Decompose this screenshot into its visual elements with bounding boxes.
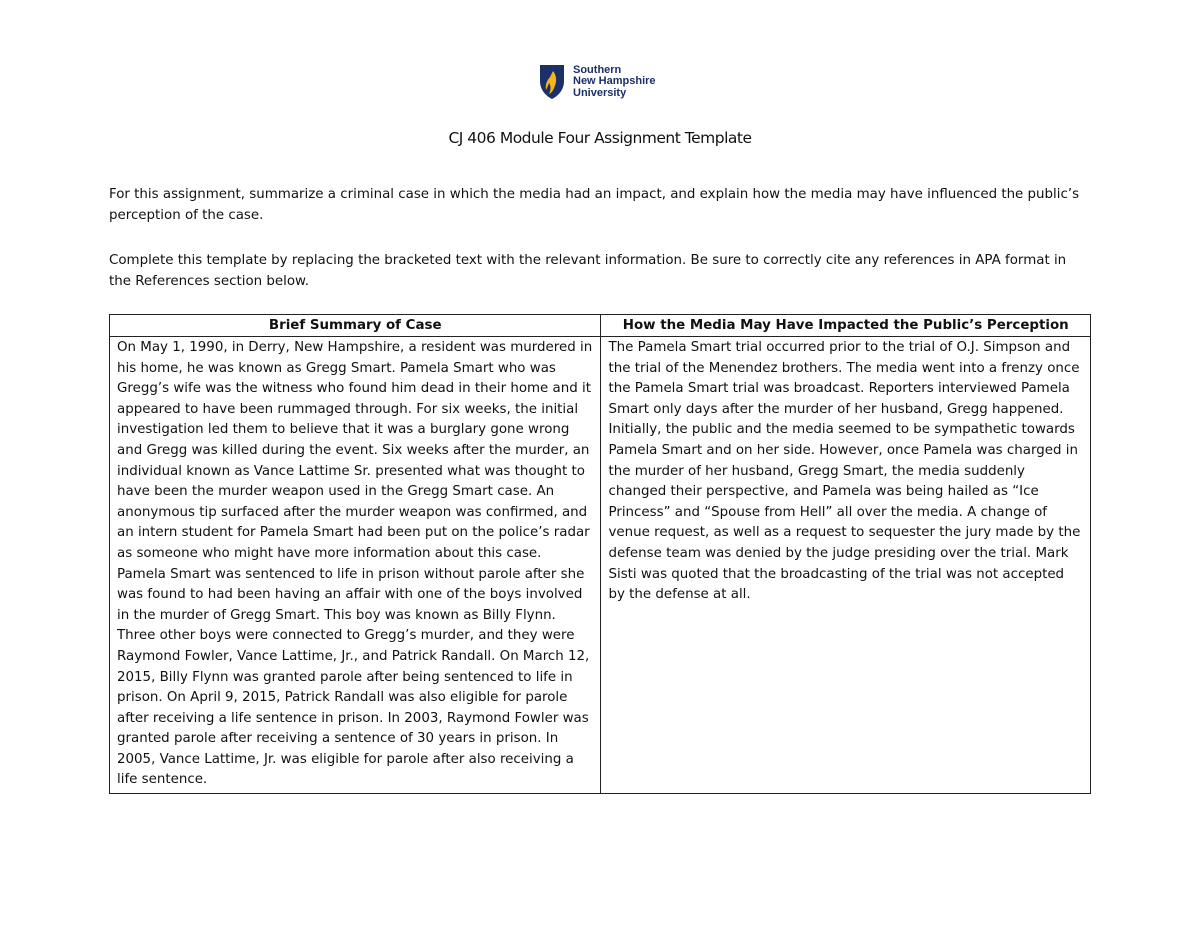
case-summary-table (109, 314, 1091, 794)
logo-line-2: New Hampshire (573, 75, 656, 88)
shield-icon (539, 64, 565, 100)
logo-line-3: University (573, 86, 627, 99)
table-row (110, 337, 1091, 794)
media-impact-cell[interactable]: The Pamela Smart trial occurred prior to the trial of O.J. Simpson and the trial of the Menendez brothers. The media went into a frenzy once the Pamela Smart trial was broadcast. Reporters interviewed Pamela Smart only days after the murder of her husband, Gregg happened. Initially, the public and the media seemed to be sympathetic towards Pamela Smart and on her side. However, once Pamela was charged in the murder of her husband, Gregg Smart, the media suddenly changed their perspective, and Pamela was being hailed as “Ice Princess” and “Spouse from Hell” all over the media. A change of venue request, as well as a request to sequester the jury made by the defense team was denied by the judge presiding over the trial. Mark Sisti was quoted that the broadcasting of the trial was not accepted by the defense at all. (601, 337, 1091, 794)
column-header-summary: Brief Summary of Case (110, 315, 601, 337)
case-summary-cell[interactable]: On May 1, 1990, in Derry, New Hampshire, a resident was murdered in his home, he was known as Gregg Smart. Pamela Smart who was Gregg’s wife was the witness who found him dead in their home and it appeared to have been rummaged through. For six weeks, the initial investigation led them to believe that it was a burglary gone wrong and Gregg was killed during the event. Six weeks after the murder, an individual known as Vance Lattime Sr. presented what was thought to have been the murder weapon used in the Gregg Smart case. An anonymous tip surfaced after the murder weapon was confirmed, and an intern student for Pamela Smart had been put on the police’s radar as someone who might have more information about this case. Pamela Smart was sentenced to life in prison without parole after she was found to had been having an affair with one of the boys involved in the murder of Gregg Smart. This boy was known as Billy Flynn. Three other boys were connected to Gregg’s murder, and they were Raymond Fowler, Vance Lattime, Jr., and Patrick Randall. On March 12, 2015, Billy Flynn was granted parole after being sentenced to life in prison. On April 9, 2015, Patrick Randall was also eligible for parole after receiving a life sentence in prison. In 2003, Raymond Fowler was granted parole after receiving a sentence of 30 years in prison. In 2005, Vance Lattime, Jr. was eligible for parole after also receiving a life sentence. (110, 337, 601, 794)
table-header-row (110, 315, 1091, 337)
document-title: CJ 406 Module Four Assignment Template (448, 129, 752, 147)
logo-line-1: Southern (573, 63, 622, 76)
column-header-media-impact: How the Media May Have Impacted the Public’s Perception (601, 315, 1091, 337)
instructions-paragraph: For this assignment, summarize a criminal case in which the media had an impact, and explain how the media may have influenced the public’s perception of the case. (109, 187, 1080, 224)
university-logo (539, 64, 656, 100)
logo-wordmark (573, 65, 656, 100)
template-instructions-paragraph: Complete this template by replacing the bracketed text with the relevant information. Be sure to correctly cite any references in APA format in the References section below. (109, 253, 1067, 290)
